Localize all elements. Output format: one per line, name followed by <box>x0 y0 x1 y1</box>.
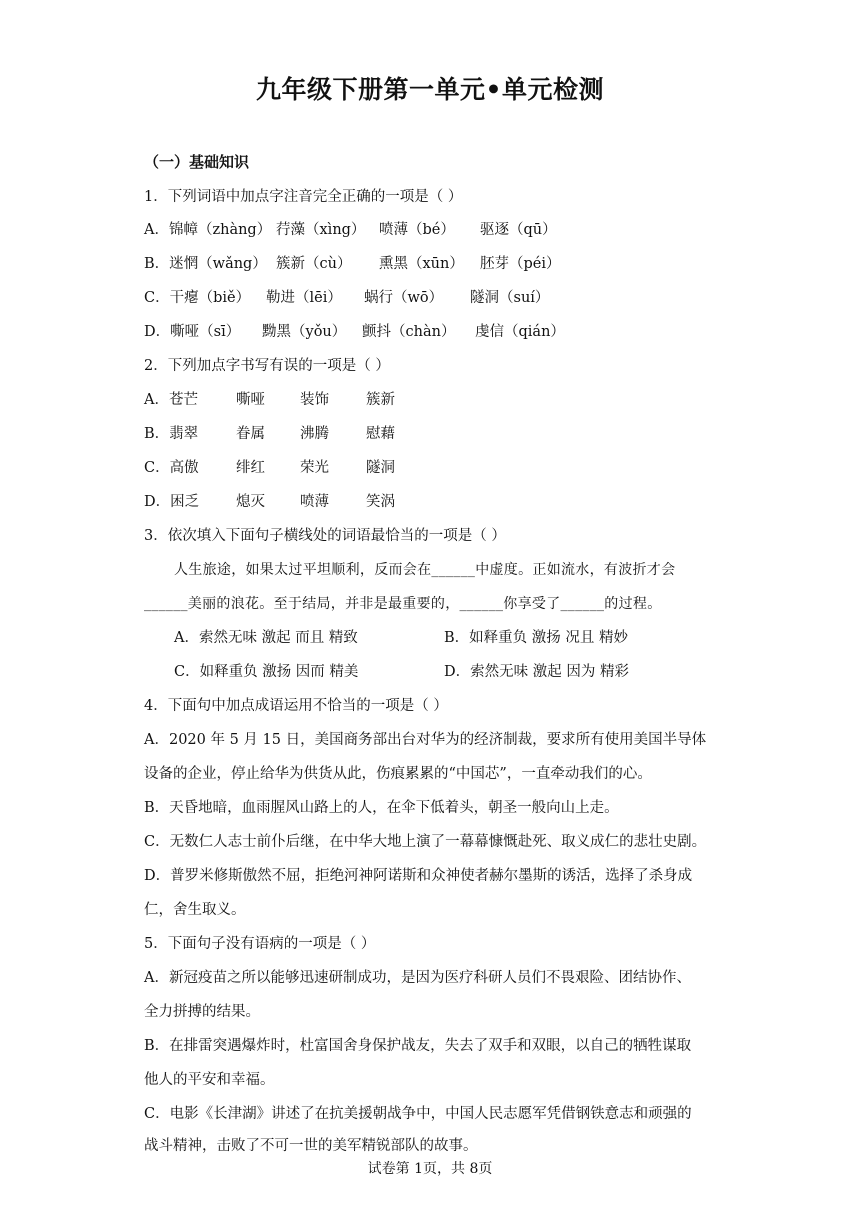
question-2-stem: 2．下列加点字书写有误的一项是（ ） <box>144 358 390 374</box>
option-term: 勒进（lēi） <box>266 290 342 306</box>
option-term: 眷属 <box>236 426 265 442</box>
question-2-option-c <box>144 458 730 478</box>
option-term: 装饰 <box>300 392 329 408</box>
question-2-option-b <box>144 424 730 444</box>
question-1-option-d <box>144 322 730 342</box>
question-1-option-b <box>144 254 730 274</box>
section-heading: （一）基础知识 <box>144 153 250 171</box>
option-term: D．困乏 <box>144 494 200 510</box>
question-5-option-c-cont: 战斗精神，击败了不可一世的美军精锐部队的故事。 <box>144 1138 478 1154</box>
question-5-option-a-cont: 全力拼搏的结果。 <box>144 1004 260 1020</box>
page-footer: 试卷第 1页，共 8页 <box>367 1161 493 1177</box>
question-3-passage: ______美丽的浪花。至于结局，并非是最重要的，______你享受了______的过程。 <box>144 596 662 612</box>
question-4-option-a: A．2020 年 5 月 15 日，美国商务部出台对华为的经济制裁，要求所有使用美国半导体 <box>144 732 707 748</box>
option-term: C．高傲 <box>144 460 199 476</box>
option-term: 荣光 <box>300 460 329 476</box>
question-3-passage: 人生旅途，如果太过平坦顺利，反而会在______中虚度。正如流水，有波折才会 <box>174 562 676 578</box>
option-term: C．干瘪（biě） <box>144 290 251 306</box>
option-term: A．锦幛（zhàng） <box>144 222 272 238</box>
option-term: 笑涡 <box>366 494 395 510</box>
question-3-stem: 3．依次填入下面句子横线处的词语最恰当的一项是（ ） <box>144 528 506 544</box>
question-4-option-a-cont: 设备的企业，停止给华为供货从此，伤痕累累的“中国芯”，一直牵动我们的心。 <box>144 766 652 782</box>
option-term: 沸腾 <box>300 426 329 442</box>
option-term: A．苍芒 <box>144 392 198 408</box>
option-term: 颤抖（chàn） <box>362 324 456 340</box>
option-term: 胚芽（péi） <box>480 256 561 272</box>
question-5-option-b-cont: 他人的平安和幸福。 <box>144 1072 275 1088</box>
question-5-option-a: A．新冠疫苗之所以能够迅速研制成功，是因为医疗科研人员们不畏艰险、团结协作、 <box>144 970 691 986</box>
option-term: 喷薄 <box>300 494 329 510</box>
question-4-option-d-cont: 仁，舍生取义。 <box>144 902 246 918</box>
question-1-stem: 1．下列词语中加点字注音完全正确的一项是（ ） <box>144 189 463 205</box>
option-term: D．嘶哑（sī） <box>144 324 241 340</box>
option-term: 驱逐（qū） <box>480 222 557 238</box>
question-2-option-a <box>144 390 730 410</box>
option-term: 隧洞 <box>366 460 395 476</box>
option-term: 慰藉 <box>366 426 395 442</box>
question-1-option-a <box>144 220 730 240</box>
option-term: 簇新（cù） <box>276 256 352 272</box>
question-4-option-c: C．无数仁人志士前仆后继，在中华大地上演了一幕幕慷慨赴死、取义成仁的悲壮史剧。 <box>144 834 707 850</box>
option-term: B．翡翠 <box>144 426 199 442</box>
question-3-option-b: B．如释重负 激扬 况且 精妙 <box>444 630 628 646</box>
question-3-option-a: A．索然无味 激起 而且 精致 <box>174 630 358 646</box>
question-3-option-d: D．索然无味 激起 因为 精彩 <box>444 664 629 680</box>
question-5-stem: 5．下面句子没有语病的一项是（ ） <box>144 936 376 952</box>
option-term: 绯红 <box>236 460 265 476</box>
question-1-option-c <box>144 288 730 308</box>
option-term: 黝黑（yǒu） <box>262 324 347 340</box>
question-5-option-b: B．在排雷突遇爆炸时，杜富国舍身保护战友，失去了双手和双眼，以自己的牺牲谋取 <box>144 1038 692 1054</box>
question-2-option-d <box>144 492 730 512</box>
question-4-option-d: D．普罗米修斯傲然不屈，拒绝河神阿诺斯和众神使者赫尔墨斯的诱活，选择了杀身成 <box>144 868 693 884</box>
option-term: 嘶哑 <box>236 392 265 408</box>
question-4-option-b: B．天昏地暗，血雨腥风山路上的人，在伞下低着头，朝圣一般向山上走。 <box>144 800 619 816</box>
option-term: 荇藻（xìng） <box>276 222 366 238</box>
question-5-option-c: C．电影《长津湖》讲述了在抗美援朝战争中，中国人民志愿军凭借钢铁意志和顽强的 <box>144 1106 692 1122</box>
page-title: 九年级下册第一单元•单元检测 <box>256 75 604 104</box>
option-term: 簇新 <box>366 392 395 408</box>
option-term: 熏黑（xūn） <box>379 256 464 272</box>
option-term: 蜗行（wō） <box>364 290 444 306</box>
question-4-stem: 4．下面句中加点成语运用不恰当的一项是（ ） <box>144 698 448 714</box>
question-3-option-c: C．如释重负 激扬 因而 精美 <box>174 664 359 680</box>
option-term: 隧洞（suí） <box>470 290 550 306</box>
option-term: 熄灭 <box>236 494 265 510</box>
option-term: 虔信（qián） <box>475 324 565 340</box>
option-term: B．迷惘（wǎng） <box>144 256 267 272</box>
option-term: 喷薄（bé） <box>379 222 455 238</box>
